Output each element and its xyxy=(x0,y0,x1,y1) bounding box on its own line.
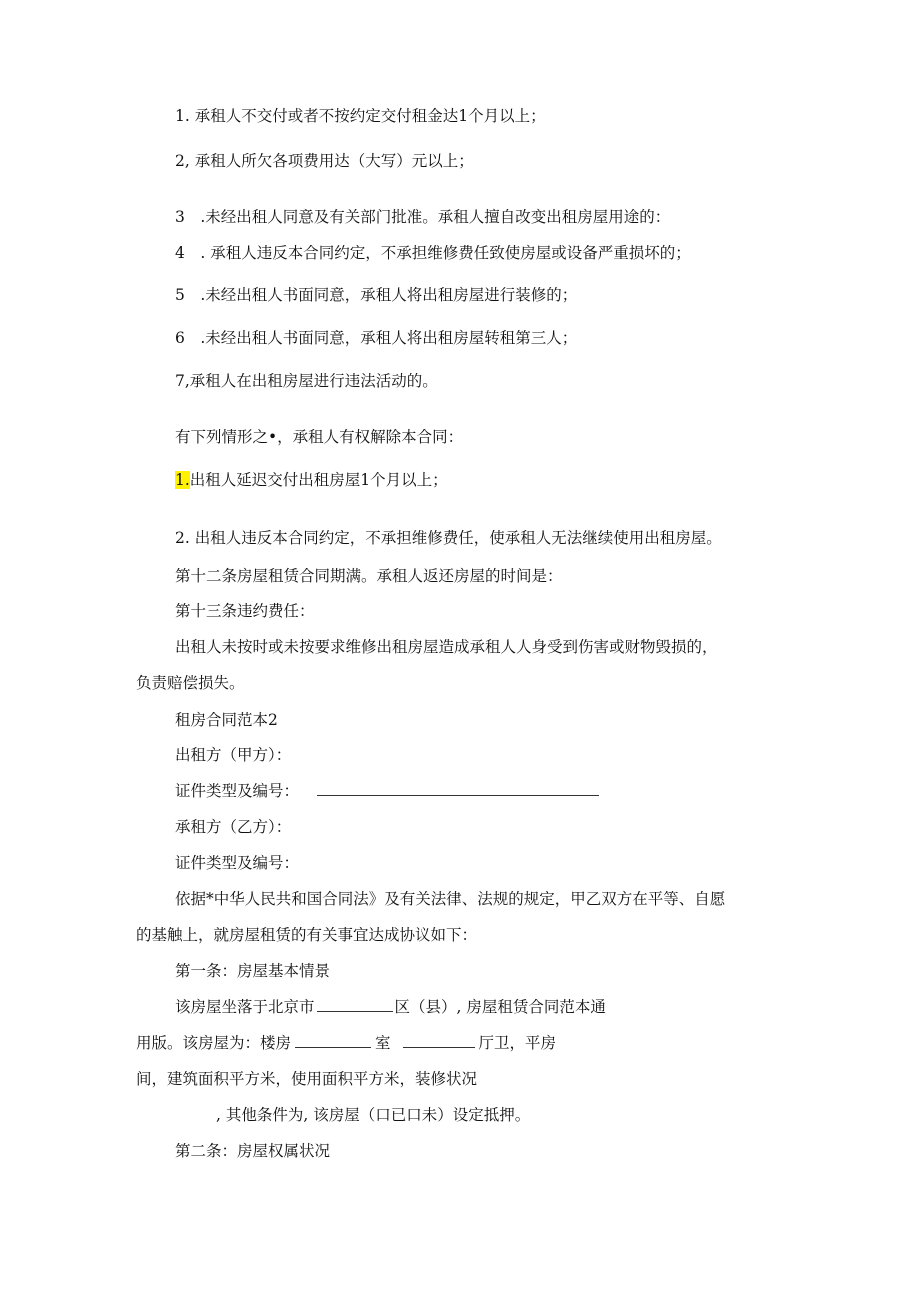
clause-line-1: 1. 承租人不交付或者不按约定交付租金达1个月以上； xyxy=(175,107,546,125)
house-prefix: 用版。该房屋为：楼房 xyxy=(136,1034,292,1052)
clause-line-3: 3 .未经出租人同意及有关部门批准。承租人擅自改变出租房屋用途的： xyxy=(175,208,671,226)
tenant-termination-heading: 有下列情形之•，承租人有权解除本合同： xyxy=(175,428,464,446)
article-13-body-2: 负责赔偿损失。 xyxy=(136,674,245,692)
room-blank xyxy=(403,1033,475,1048)
lessee-label: 承租方（乙方）： xyxy=(175,818,292,836)
house-suffix: 厅卫，平房 xyxy=(478,1034,557,1052)
basis-paragraph-1: 依据*中华人民共和国合同法》及有关法律、法规的规定，甲乙双方在平等、自愿 xyxy=(175,890,726,908)
highlighted-number: 1. xyxy=(175,471,190,489)
mortgage-line: , 其他条件为, 该房屋（口已口未）设定抵押。 xyxy=(216,1106,531,1124)
article-12: 第十二条房屋租赁合同期满。承租人返还房屋的时间是： xyxy=(175,567,563,585)
floor-blank xyxy=(295,1033,371,1048)
lessor-label: 出租方（甲方）： xyxy=(175,746,292,764)
article-13-body-1: 出租人未按时或未按要求维修出租房屋造成承租人人身受到伤害或财物毁损的， xyxy=(175,638,718,656)
house-type-line xyxy=(136,1033,556,1053)
clause-line-6: 6 .未经出租人书面同意，承租人将出租房屋转租第三人； xyxy=(175,329,578,347)
clause-line-5: 5 .未经出租人书面同意，承租人将出租房屋进行装修的； xyxy=(175,286,578,304)
room-label: 室 xyxy=(375,1034,391,1052)
tenant-clause-2: 2. 出租人违反本合同约定，不承担维修费任，使承租人无法继续使用出租房屋。 xyxy=(175,529,722,547)
clause-line-2: 2, 承租人所欠各项费用达（大写）元以上； xyxy=(175,152,474,170)
clause-line-4: 4 . 承租人违反本合同约定，不承担维修费任致使房屋或设备严重损坏的； xyxy=(175,244,691,262)
location-blank xyxy=(317,997,393,1012)
article-2-heading: 第二条：房屋权属状况 xyxy=(175,1142,331,1160)
lessor-id-text: 证件类型及编号： xyxy=(175,782,300,800)
article-1-heading: 第一条：房屋基本情景 xyxy=(175,962,331,980)
lessee-id-label: 证件类型及编号： xyxy=(175,854,300,872)
lessor-id-label xyxy=(175,781,599,801)
article-13: 第十三条违约费任： xyxy=(175,602,315,620)
area-line: 间，建筑面积平方米，使用面积平方米，装修状况 xyxy=(136,1070,478,1088)
basis-paragraph-2: 的基触上，就房屋租赁的有关事宜达成协议如下： xyxy=(136,926,478,944)
template-title: 租房合同范本2 xyxy=(175,711,278,729)
location-prefix: 该房屋坐落于北京市 xyxy=(175,998,315,1016)
location-suffix: 区（县）, 房屋租赁合同范本通 xyxy=(394,998,606,1016)
tenant-clause-1 xyxy=(175,470,448,490)
lessor-id-blank xyxy=(317,781,599,796)
clause-line-7: 7,承租人在出租房屋进行违法活动的。 xyxy=(175,372,438,390)
location-line xyxy=(175,997,606,1017)
tenant-clause-1-text: 出租人延迟交付出租房屋1个月以上； xyxy=(189,471,448,489)
